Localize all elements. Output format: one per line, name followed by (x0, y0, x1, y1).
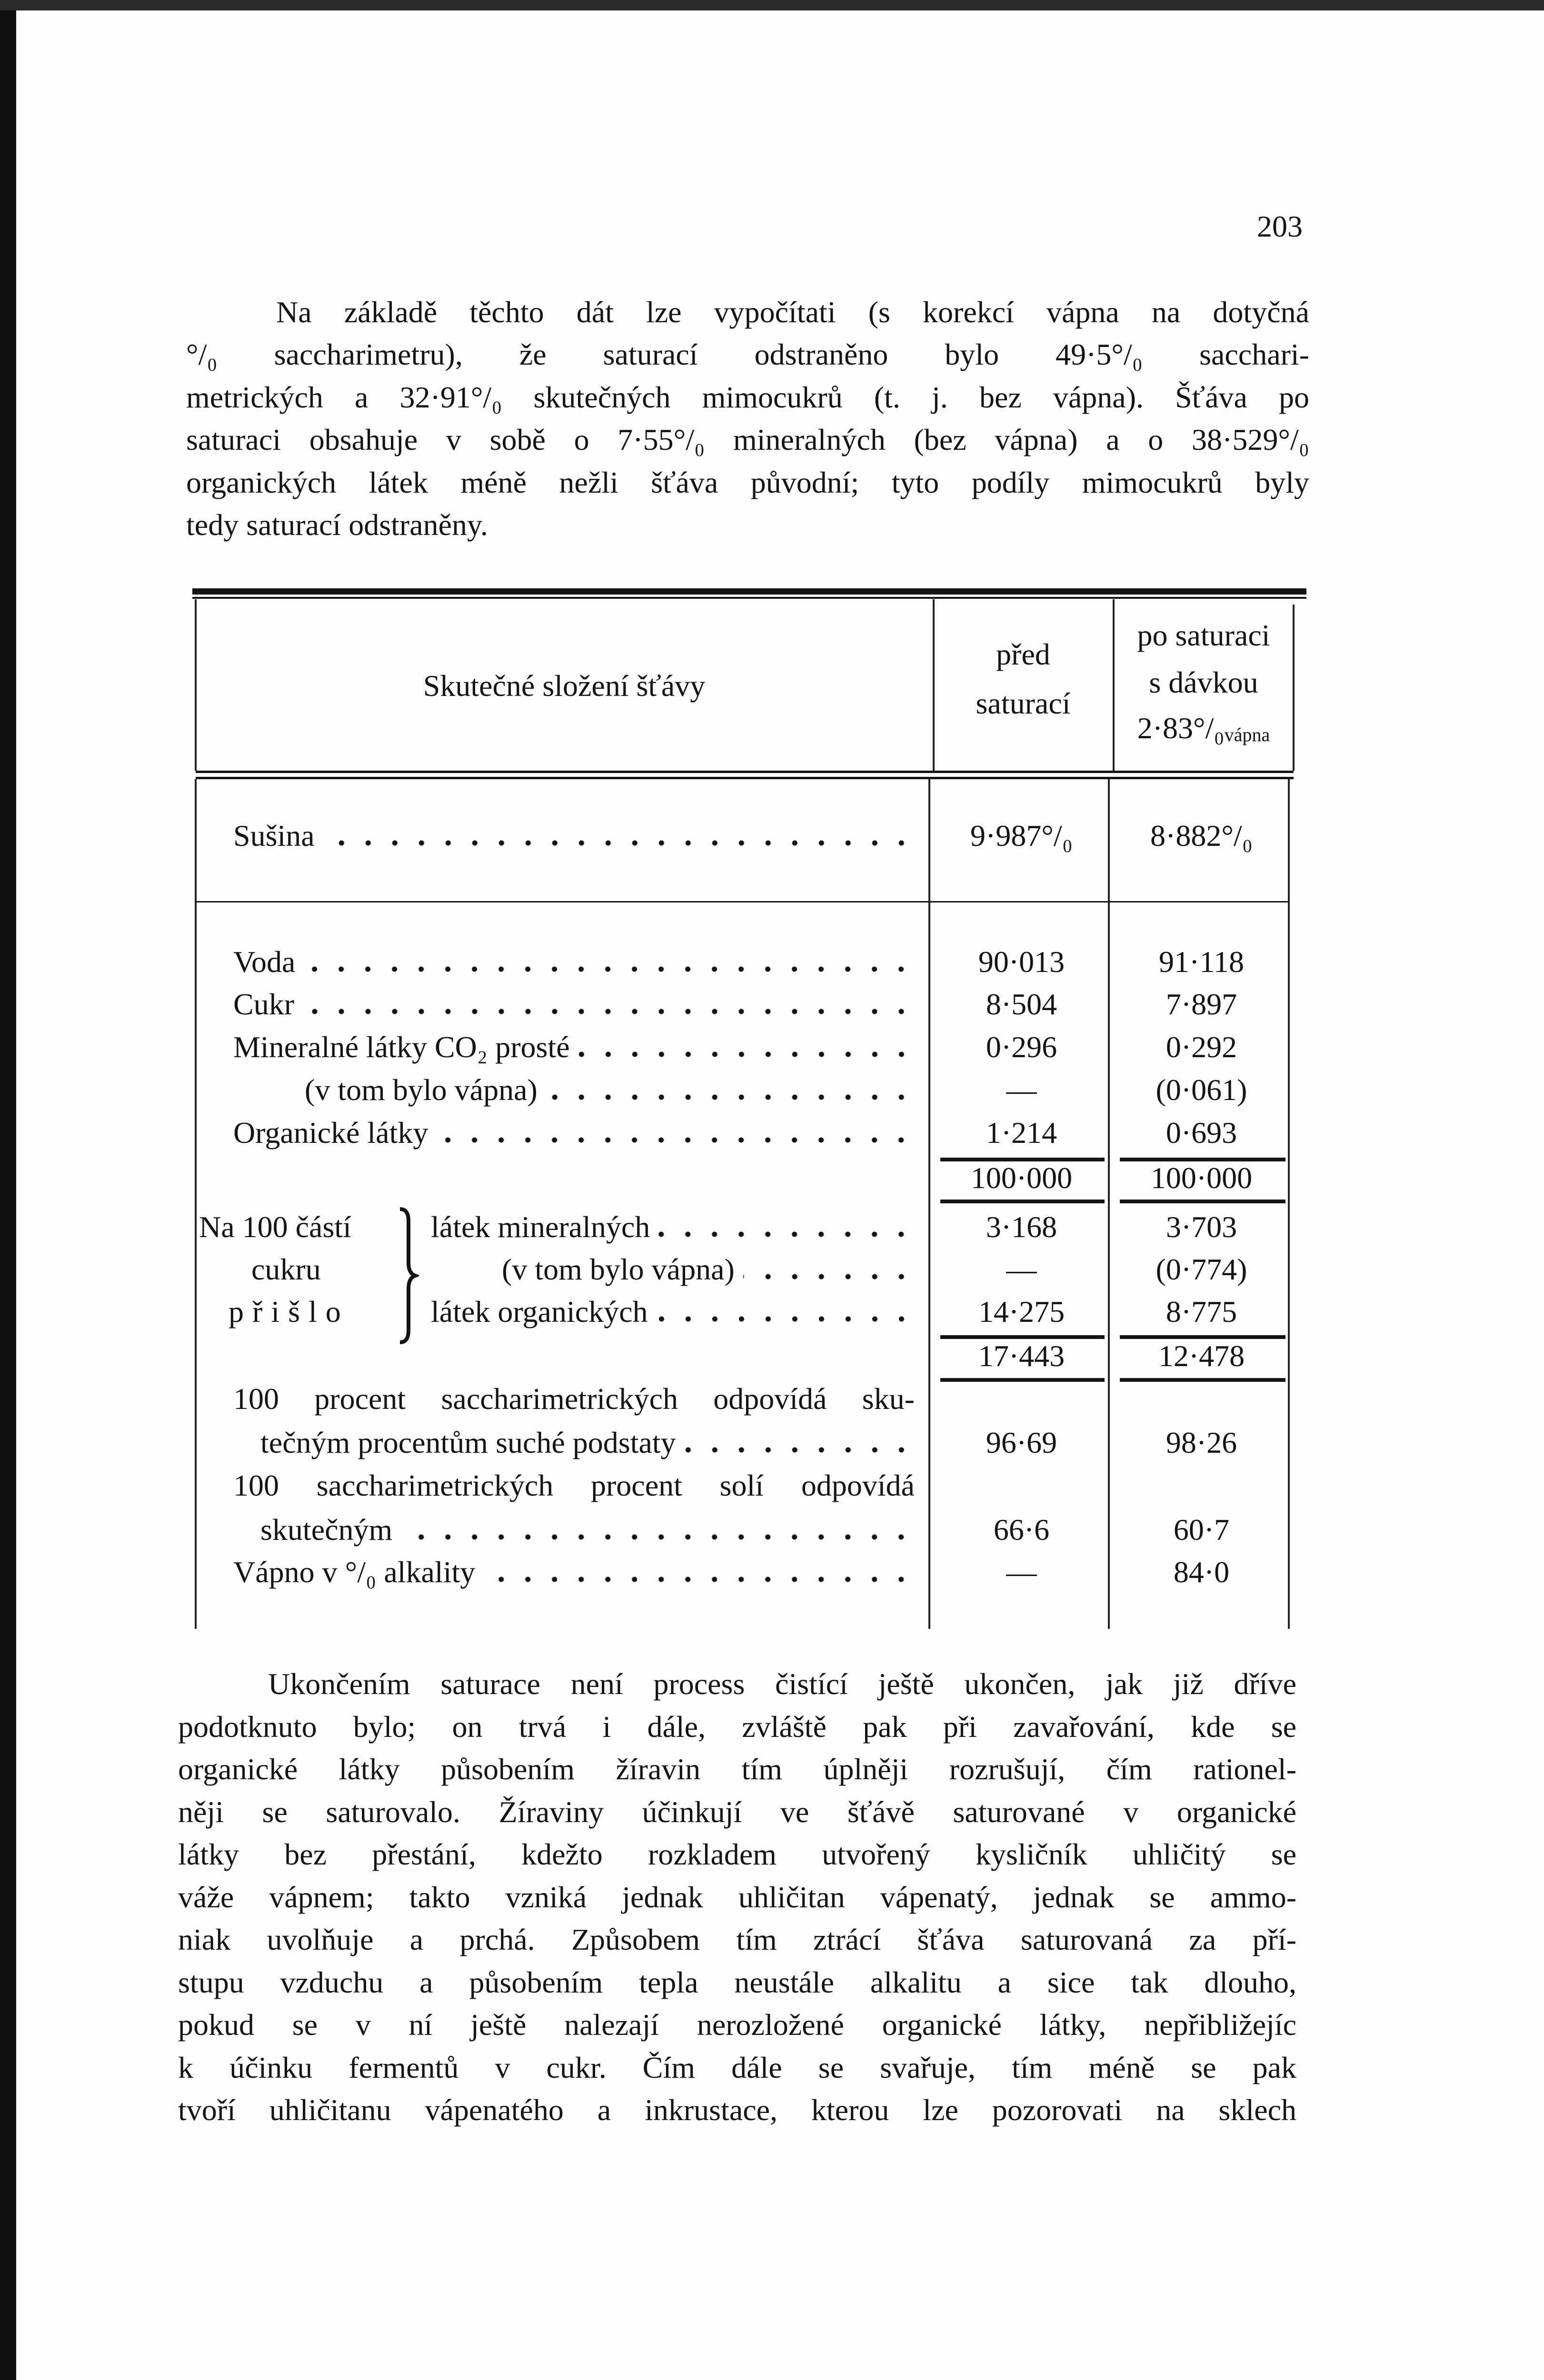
text-line: organických látek méně nežli šťáva původní; tyto podíly mimocukrů byly (186, 466, 1309, 499)
dot-leader (401, 1534, 915, 1540)
column-divider (933, 599, 935, 771)
header-bottom-rule (196, 771, 1294, 773)
per100-label-line3: přišlo (229, 1295, 349, 1329)
text-line: podotknuto bylo; on trvá i dále, zvláště pak při zavařování, kde se (178, 1710, 1296, 1744)
header-before-line1: před (996, 637, 1050, 671)
sum-rule (1120, 1378, 1285, 1382)
total-before: 17·443 (978, 1339, 1065, 1373)
value-before: 0·296 (986, 1030, 1057, 1064)
value-before: 96·69 (986, 1426, 1057, 1459)
text-line: Na základě těchto dát lze vypočítati (s korekcí vápna na dotyčná (276, 295, 1309, 329)
scan-edge-top (0, 0, 1544, 10)
value-after: 7·897 (1165, 987, 1237, 1021)
table-row (260, 1513, 915, 1547)
value-after: 8·882°/₀ (1150, 819, 1253, 853)
table-row-susina (233, 819, 915, 853)
text-line: tvoří uhličitanu vápenatého a inkrustace, kterou lze pozorovati na sklech (178, 2093, 1296, 2127)
sum-rule (940, 1335, 1105, 1339)
value-after: 0·693 (1165, 1116, 1237, 1150)
dot-leader (658, 1231, 915, 1238)
dot-leader (546, 1094, 915, 1101)
value-before: — (1006, 1073, 1037, 1107)
value-after: 8·775 (1165, 1295, 1237, 1329)
table-top-thin-rule (192, 597, 1306, 599)
table-row (233, 1555, 915, 1589)
row-label: Mineralné látky CO₂ prosté (233, 1030, 570, 1064)
dot-leader (304, 966, 915, 972)
text-line: k účinku fermentů v cukr. Čím dále se svařuje, tím méně se pak (178, 2051, 1296, 2084)
dot-leader (743, 1273, 915, 1280)
dose-value: 2·83°/₀ (1137, 711, 1225, 745)
value-before: 8·504 (986, 987, 1057, 1021)
section-rule (196, 901, 1289, 902)
row-label: skutečným (260, 1513, 393, 1547)
row-label-line: 100 saccharimetrických procent solí odpovídá (233, 1468, 915, 1502)
row-label-line: 100 procent saccharimetrických odpovídá sku- (233, 1382, 915, 1416)
row-label: Voda (233, 945, 296, 979)
value-before: — (1006, 1555, 1037, 1589)
header-after-dose (1114, 711, 1294, 752)
dot-leader (685, 1447, 915, 1453)
text-line: něji se saturovalo. Žíraviny účinkují ve šťávě saturované v organické (178, 1795, 1296, 1829)
sum-rule (940, 1378, 1105, 1382)
value-after: 84·0 (1173, 1555, 1230, 1589)
dot-leader (657, 1316, 915, 1322)
table-row (431, 1295, 915, 1329)
text-line: saturaci obsahuje v sobě o 7·55°/₀ mineralných (bez vápna) a o 38·529°/₀ (186, 423, 1309, 456)
curly-brace-icon (395, 1207, 419, 1345)
column-divider (1288, 779, 1290, 1629)
table-row (305, 1073, 915, 1107)
column-divider (928, 779, 930, 1629)
value-before: — (1006, 1252, 1037, 1286)
value-after: 0·292 (1165, 1030, 1237, 1064)
header-bottom-rule (196, 777, 1294, 779)
row-label: (v tom bylo vápna) (502, 1252, 735, 1286)
table-row (260, 1426, 915, 1460)
dot-leader (303, 1008, 915, 1015)
total-after: 12·478 (1158, 1339, 1245, 1373)
value-before: 66·6 (993, 1513, 1050, 1547)
table-row (233, 1116, 915, 1150)
value-before: 9·987°/₀ (970, 819, 1073, 853)
value-before: 1·214 (986, 1116, 1057, 1150)
text-line: pokud se v ní ještě nalezají nerozložené organické látky, nepřibližejíc (178, 2008, 1296, 2042)
header-after-line1: po saturaci (1137, 618, 1270, 652)
header-composition: Skutečné složení šťávy (423, 669, 706, 703)
row-label: Organické látky (233, 1116, 428, 1150)
value-after: 60·7 (1173, 1513, 1230, 1547)
row-label: Vápno v °/₀ alkality (233, 1555, 476, 1589)
per100-label-line2: cukru (251, 1252, 321, 1286)
value-before: 90·013 (978, 945, 1065, 979)
table-row (502, 1252, 915, 1287)
value-before: 14·275 (978, 1295, 1065, 1329)
column-divider (1108, 779, 1110, 1629)
header-before-line2: saturací (976, 686, 1071, 720)
row-label: látek organických (431, 1295, 648, 1329)
row-label: Cukr (233, 987, 294, 1021)
text-line: látky bez přestání, kdežto rozkladem utvořený kysličník uhličitý se (178, 1837, 1296, 1871)
table-top-rule (192, 588, 1306, 595)
row-label: látek mineralných (431, 1210, 650, 1244)
value-after: 98·26 (1165, 1426, 1237, 1459)
text-line: °/₀ saccharimetru), že saturací odstraněno bylo 49·5°/₀ sacchari- (186, 337, 1309, 371)
text-line: Ukončením saturace není process čistící ještě ukončen, jak již dříve (268, 1667, 1296, 1701)
table-row (233, 1030, 915, 1064)
text-line: tedy saturací odstraněny. (186, 508, 488, 542)
value-after: (0·061) (1156, 1073, 1247, 1107)
text-line: organické látky působením žíravin tím úplněji rozrušují, čím rationel- (178, 1752, 1296, 1786)
value-before: 3·168 (986, 1210, 1057, 1244)
scan-edge-left (0, 0, 16, 2380)
text-line: metrických a 32·91°/₀ skutečných mimocukrů (t. j. bez vápna). Šťáva po (186, 380, 1309, 414)
sum-rule (1120, 1335, 1285, 1339)
column-divider (195, 779, 197, 1629)
value-after: 3·703 (1165, 1210, 1237, 1244)
table-row (233, 987, 915, 1021)
value-after: 91·118 (1159, 945, 1244, 979)
value-after: (0·774) (1156, 1252, 1247, 1286)
table-row (233, 945, 915, 979)
dot-leader (578, 1051, 915, 1058)
row-label: tečným procentům suché podstaty (260, 1426, 676, 1459)
header-after-line2: s dávkou (1149, 665, 1258, 699)
row-label: (v tom bylo vápna) (305, 1073, 538, 1107)
dot-leader (323, 840, 915, 846)
row-label: Sušina (233, 819, 315, 853)
text-line: váže vápnem; takto vzniká jednak uhličitan vápenatý, jednak se ammo- (178, 1880, 1296, 1914)
total-before: 100·000 (970, 1161, 1073, 1195)
text-line: niak uvolňuje a prchá. Způsobem tím ztrácí šťáva saturovaná za pří- (178, 1923, 1296, 1956)
dot-leader (484, 1576, 915, 1583)
dose-unit: vápna (1224, 724, 1270, 745)
sum-rule (940, 1200, 1105, 1203)
page-number: 203 (1257, 209, 1303, 243)
sum-rule (1120, 1200, 1285, 1203)
table-row (431, 1210, 915, 1244)
dot-leader (437, 1137, 915, 1143)
text-line: stupu vzduchu a působením tepla neustále alkalitu a sice tak dlouho, (178, 1965, 1296, 1999)
total-after: 100·000 (1150, 1161, 1253, 1195)
per100-label-line1: Na 100 částí (199, 1210, 351, 1244)
